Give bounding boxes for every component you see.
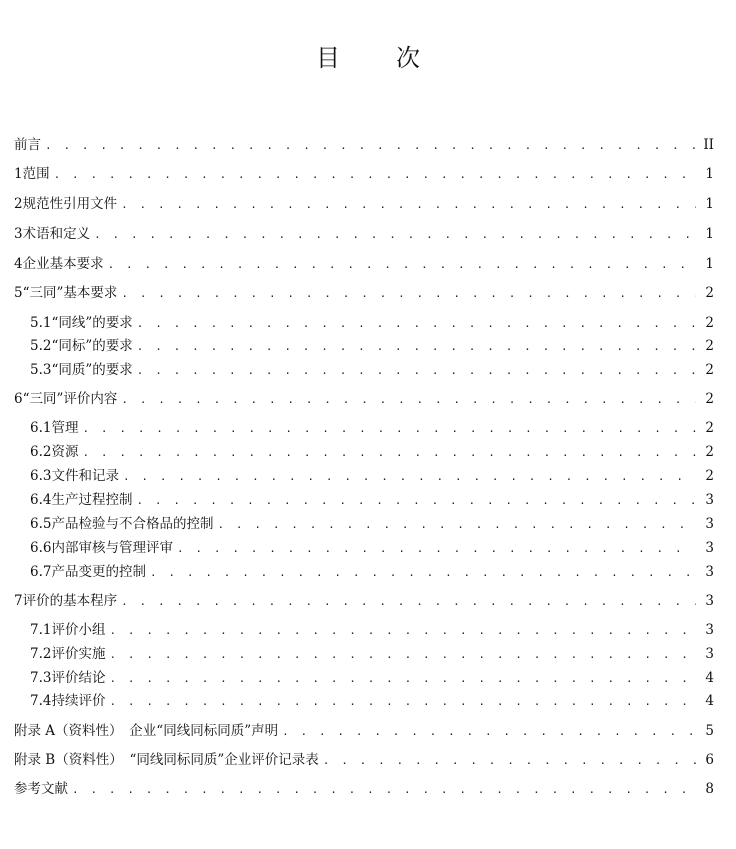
toc-entry[interactable] bbox=[14, 164, 714, 184]
toc-entry-page-number: 2 bbox=[705, 315, 714, 331]
dot-leader bbox=[121, 284, 696, 304]
toc-entry-page-number: 3 bbox=[705, 516, 714, 532]
toc-entry-number: 5.1 bbox=[30, 315, 52, 331]
dot-leader bbox=[217, 515, 696, 535]
toc-entry-number: 2 bbox=[14, 196, 23, 212]
toc-entry-label: “三同”基本要求 bbox=[22, 285, 118, 301]
toc-entry-label: 企业基本要求 bbox=[22, 256, 104, 272]
toc-entry[interactable] bbox=[30, 620, 714, 640]
page-title bbox=[0, 38, 736, 73]
dot-leader bbox=[150, 563, 696, 583]
toc-entry[interactable] bbox=[30, 538, 714, 558]
toc-entry-label: 范围 bbox=[22, 166, 50, 182]
toc-entry[interactable] bbox=[30, 691, 714, 711]
toc-entry-page-number: 2 bbox=[705, 468, 714, 484]
toc-entry-number: 3 bbox=[14, 226, 23, 242]
toc-entry-page-number: 5 bbox=[705, 723, 714, 739]
toc-entry-page-number: 2 bbox=[705, 362, 714, 378]
toc-entry[interactable] bbox=[30, 313, 714, 333]
dot-leader bbox=[323, 751, 696, 771]
toc-entry-page-number: 1 bbox=[705, 256, 714, 272]
dot-leader bbox=[121, 195, 696, 215]
toc-entry-number: 5 bbox=[14, 285, 23, 301]
toc-entry-number: 6.7 bbox=[30, 564, 52, 580]
toc-entry-number: 6 bbox=[14, 391, 23, 407]
toc-entry-page-number: 6 bbox=[705, 752, 714, 768]
toc-entry-label: 文件和记录 bbox=[51, 468, 119, 484]
toc-entry-number: 6.3 bbox=[30, 468, 52, 484]
toc-entry-page-number: 8 bbox=[705, 781, 714, 797]
dot-leader bbox=[82, 443, 696, 463]
toc-entry-label: 前言 bbox=[14, 137, 41, 153]
toc-entry-label: 评价小组 bbox=[51, 622, 106, 638]
toc-entry[interactable] bbox=[30, 418, 714, 438]
toc-entry-number: 7.3 bbox=[30, 670, 52, 686]
toc-entry-label: 术语和定义 bbox=[22, 226, 91, 242]
title-char-right: 次 bbox=[396, 44, 420, 72]
toc-entry-label: “同线”的要求 bbox=[51, 315, 133, 331]
dot-leader bbox=[108, 255, 696, 275]
dot-leader bbox=[121, 592, 696, 612]
toc-entry-label: 评价结论 bbox=[51, 670, 106, 686]
dot-leader bbox=[137, 314, 696, 334]
toc-entry[interactable] bbox=[14, 750, 714, 770]
toc-entry-label: 管理 bbox=[51, 420, 79, 436]
toc-entry[interactable] bbox=[14, 779, 714, 799]
toc-entry[interactable] bbox=[30, 514, 714, 534]
toc-entry-label: 产品变更的控制 bbox=[51, 564, 146, 580]
toc-entry-page-number: 3 bbox=[705, 540, 714, 556]
dot-leader bbox=[137, 361, 696, 381]
toc-entry-label: 规范性引用文件 bbox=[22, 196, 118, 212]
toc-entry-page-number: 2 bbox=[705, 285, 714, 301]
toc-entry[interactable] bbox=[30, 466, 714, 486]
title-char-left: 目 bbox=[316, 44, 340, 72]
toc-entry[interactable] bbox=[30, 360, 714, 380]
toc-entry-page-number: 4 bbox=[705, 693, 714, 709]
toc-entry-number: 4 bbox=[14, 256, 23, 272]
toc-entry-label: “同标”的要求 bbox=[51, 338, 133, 354]
toc-entry-number: 7 bbox=[14, 593, 23, 609]
toc-entry[interactable] bbox=[30, 490, 714, 510]
toc-entry-label: 评价实施 bbox=[51, 646, 106, 662]
toc-entry-page-number: 4 bbox=[705, 670, 714, 686]
toc-entry-page-number: 3 bbox=[705, 646, 714, 662]
dot-leader bbox=[109, 669, 696, 689]
dot-leader bbox=[136, 491, 696, 511]
toc-entry-label: 持续评价 bbox=[51, 693, 106, 709]
toc-entry-number: 6.5 bbox=[30, 516, 52, 532]
toc-entry-number: 5.3 bbox=[30, 362, 52, 378]
toc-entry-page-number: 1 bbox=[705, 166, 714, 182]
toc-entry-label: 评价的基本程序 bbox=[22, 593, 118, 609]
dot-leader bbox=[72, 780, 696, 800]
toc-entry-label: 内部审核与管理评审 bbox=[51, 540, 173, 556]
toc-entry[interactable] bbox=[30, 336, 714, 356]
toc-entry-number: 6.1 bbox=[30, 420, 52, 436]
toc-entry-number: 6.2 bbox=[30, 444, 52, 460]
toc-entry-page-number: 3 bbox=[705, 622, 714, 638]
toc-entry-label: 参考文献 bbox=[14, 781, 68, 797]
toc-entry[interactable] bbox=[14, 254, 714, 274]
toc-entry[interactable] bbox=[30, 442, 714, 462]
dot-leader bbox=[109, 645, 696, 665]
dot-leader bbox=[109, 621, 696, 641]
dot-leader bbox=[109, 692, 696, 712]
dot-leader bbox=[177, 539, 696, 559]
dot-leader bbox=[82, 419, 696, 439]
toc-entry[interactable] bbox=[30, 562, 714, 582]
toc-entry-page-number: 3 bbox=[705, 564, 714, 580]
toc-entry-page-number: 2 bbox=[705, 338, 714, 354]
toc-entry-label: 生产过程控制 bbox=[51, 492, 133, 508]
toc-entry-number: 7.4 bbox=[30, 693, 52, 709]
toc-entry[interactable] bbox=[14, 224, 714, 244]
toc-entry-label: 附录 A（资料性） 企业“同线同标同质”声明 bbox=[14, 723, 279, 739]
toc-entry-number: 6.4 bbox=[30, 492, 52, 508]
toc-entry-number: 5.2 bbox=[30, 338, 52, 354]
toc-entry[interactable] bbox=[14, 721, 714, 741]
dot-leader bbox=[45, 136, 696, 156]
toc-entry[interactable] bbox=[30, 668, 714, 688]
dot-leader bbox=[137, 337, 696, 357]
toc-entry-number: 6.6 bbox=[30, 540, 52, 556]
toc-entry-page-number: 2 bbox=[705, 420, 714, 436]
dot-leader bbox=[54, 165, 696, 185]
dot-leader bbox=[282, 722, 696, 742]
toc-entry-label: 资源 bbox=[51, 444, 79, 460]
toc-entry-label: 附录 B（资料性） “同线同标同质”企业评价记录表 bbox=[14, 752, 319, 768]
toc-entry-page-number: 3 bbox=[705, 593, 714, 609]
toc-entry-page-number: 1 bbox=[705, 196, 714, 212]
toc-entry-page-number: 2 bbox=[705, 444, 714, 460]
toc-entry[interactable] bbox=[14, 591, 714, 611]
dot-leader bbox=[123, 467, 696, 487]
toc-entry[interactable] bbox=[14, 389, 714, 409]
toc-entry-number: 7.1 bbox=[30, 622, 52, 638]
toc-entry-page-number: 2 bbox=[705, 391, 714, 407]
toc-entry[interactable] bbox=[14, 135, 714, 155]
dot-leader bbox=[94, 225, 696, 245]
toc-entry-label: “同质”的要求 bbox=[51, 362, 133, 378]
toc-entry[interactable] bbox=[14, 194, 714, 214]
toc-entry[interactable] bbox=[14, 283, 714, 303]
toc-entry-label: “三同”评价内容 bbox=[22, 391, 118, 407]
toc-entry-number: 1 bbox=[14, 166, 23, 182]
toc-entry-number: 7.2 bbox=[30, 646, 52, 662]
dot-leader bbox=[121, 390, 696, 410]
toc-entry-label: 产品检验与不合格品的控制 bbox=[51, 516, 214, 532]
toc-entry-page-number: 1 bbox=[705, 226, 714, 242]
toc-entry-page-number: 3 bbox=[705, 492, 714, 508]
toc-entry[interactable] bbox=[30, 644, 714, 664]
toc-entry-page-number: II bbox=[703, 137, 714, 153]
